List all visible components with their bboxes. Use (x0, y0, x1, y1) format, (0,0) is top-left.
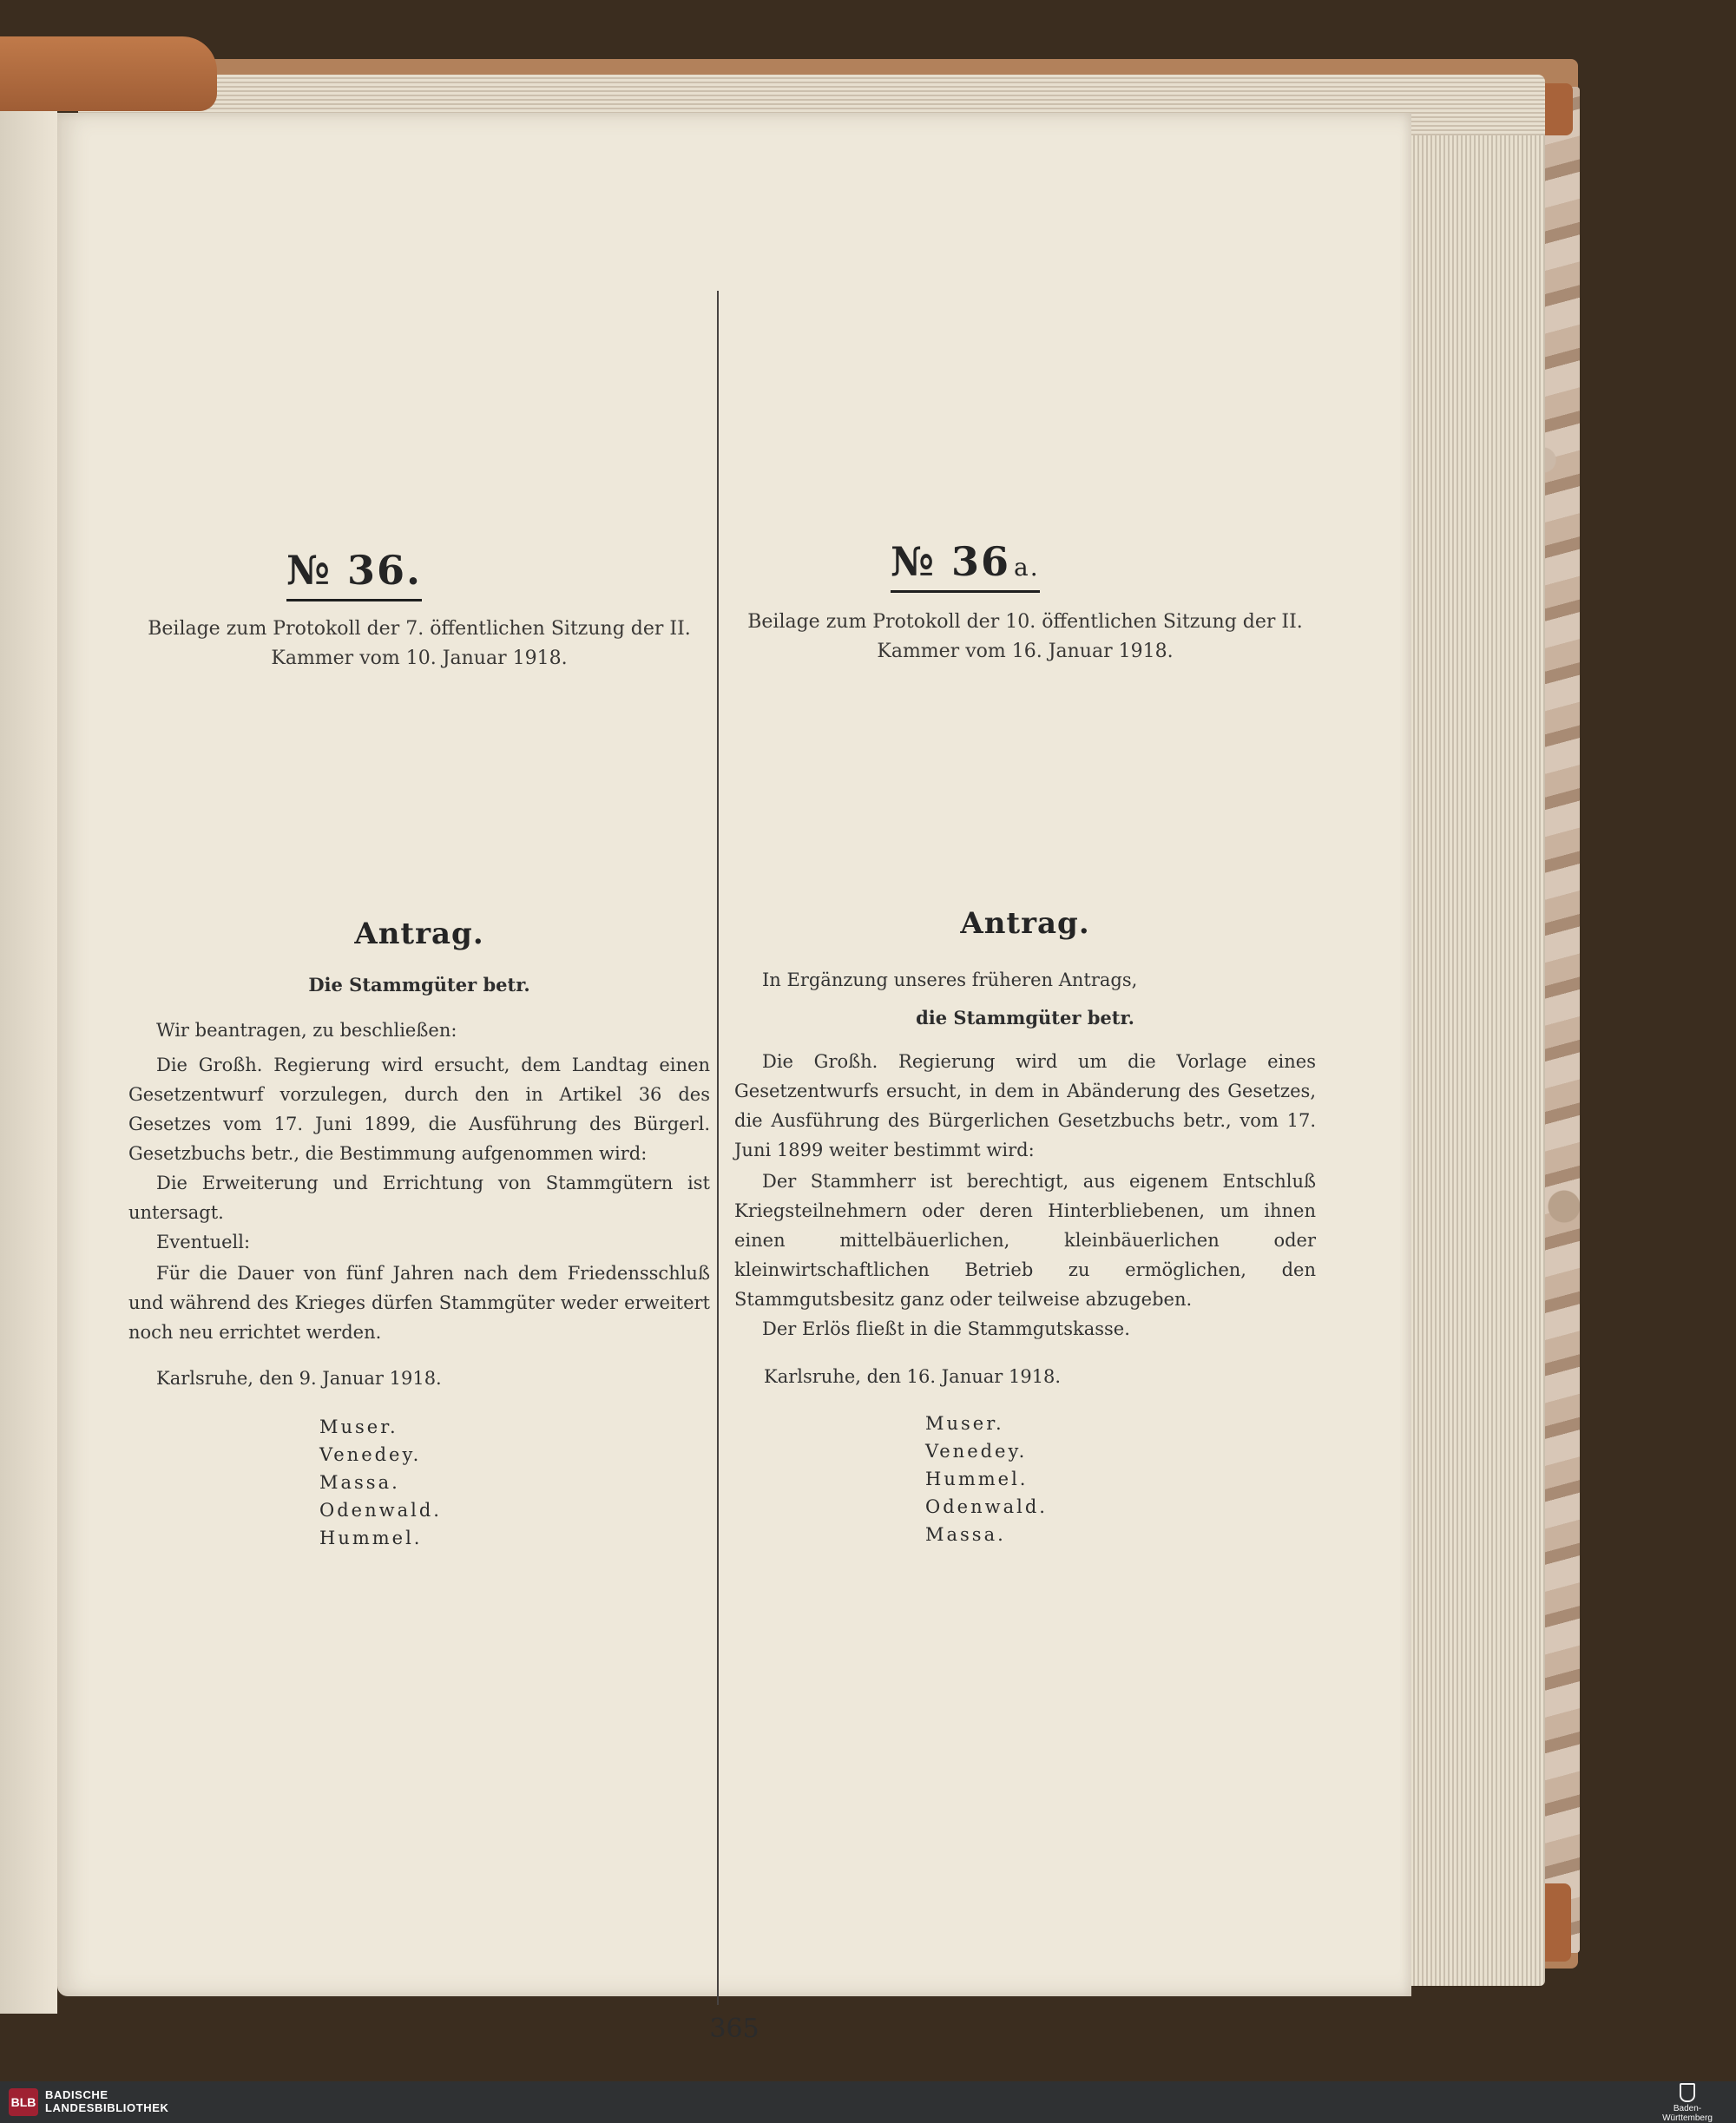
signatory: Massa. (319, 1472, 400, 1493)
document-number-right: № 36 a. (891, 538, 1040, 593)
paragraph-left-1: Wir beantragen, zu beschließen: (156, 1020, 457, 1041)
page-number: 365 (709, 2014, 760, 2044)
signatory: Odenwald. (319, 1500, 442, 1521)
column-divider (717, 291, 719, 2005)
subject-left: Die Stammgüter betr. (308, 974, 530, 996)
signatory: Muser. (319, 1416, 398, 1437)
paragraph-left-5: Für die Dauer von fünf Jahren nach dem Friedensschluß und während des Krieges dürfen Stammgüter weder erweitert noch neu errichtet werden. (128, 1263, 710, 1343)
shield-icon (1680, 2083, 1695, 2102)
subtitle-left: Beilage zum Protokoll der 7. öffentlichen Sitzung der II. Kammer vom 10. Januar 1918. (148, 618, 691, 669)
heading-underline (286, 599, 422, 601)
library-name: BADISCHE LANDESBIBLIOTHEK (45, 2088, 169, 2114)
blb-logo: BLB (9, 2088, 38, 2116)
section-title-right: Antrag. (960, 906, 1090, 941)
paragraph-left-2: Die Großh. Regierung wird ersucht, dem Landtag einen Gesetzentwurf vorzulegen, durch den in Artikel 36 des Gesetzes vom 17. Juni 1899, die Ausführung des Bürgerl. Gesetzbuchs betr., die Bestimmung aufgenommen wird: (128, 1055, 710, 1164)
intro-right: In Ergänzung unseres früheren Antrags, (762, 969, 1138, 990)
signatories-left (319, 1413, 442, 1552)
heading-underline (891, 590, 1040, 593)
document-page (57, 113, 1411, 2044)
signatories-right (925, 1410, 1048, 1548)
signatory: Massa. (925, 1524, 1006, 1545)
binding-strap (0, 36, 217, 111)
signatory: Hummel. (319, 1528, 423, 1548)
page-edge-stack-right (1406, 102, 1545, 1986)
previous-page-edge (0, 104, 57, 2014)
section-title-left: Antrag. (354, 917, 484, 951)
signatory: Venedey. (319, 1444, 422, 1465)
signatory: Venedey. (925, 1441, 1028, 1462)
place-date-left: Karlsruhe, den 9. Januar 1918. (156, 1368, 442, 1389)
baden-wuerttemberg-crest: Baden-Württemberg (1654, 2083, 1720, 2121)
signatory: Muser. (925, 1413, 1004, 1434)
document-number-left: № 36. (286, 547, 422, 601)
paragraph-left-3: Die Erweiterung und Errichtung von Stammgütern ist untersagt. (128, 1173, 710, 1223)
subject-right: die Stammgüter betr. (916, 1007, 1134, 1029)
paragraph-right-1: Die Großh. Regierung wird um die Vorlage eines Gesetzentwurfs ersucht, in dem in Abänderung des Gesetzes, die Ausführung des Bürgerlichen Gesetzbuchs betr., vom 17. Juni 1899 weiter bestimmt wird: (734, 1051, 1316, 1160)
place-date-right: Karlsruhe, den 16. Januar 1918. (764, 1366, 1062, 1387)
paragraph-left-4: Eventuell: (156, 1232, 251, 1252)
signatory: Odenwald. (925, 1496, 1048, 1517)
viewer-footer (0, 2081, 1736, 2123)
subtitle-right: Beilage zum Protokoll der 10. öffentlichen Sitzung der II. Kammer vom 16. Januar 1918. (747, 611, 1303, 662)
signatory: Hummel. (925, 1469, 1029, 1489)
paragraph-right-3: Der Erlös fließt in die Stammgutskasse. (762, 1318, 1130, 1339)
paragraph-right-2: Der Stammherr ist berechtigt, aus eigenem Entschluß Kriegsteilnehmern oder deren Hinterbliebenen, um ihnen einen mittelbäuerlichen, kleinbäuerlichen oder kleinwirtschaftlichen Betrieb zu ermöglichen, den Stammgutsbesitz ganz oder teilweise abzugeben. (734, 1171, 1316, 1310)
